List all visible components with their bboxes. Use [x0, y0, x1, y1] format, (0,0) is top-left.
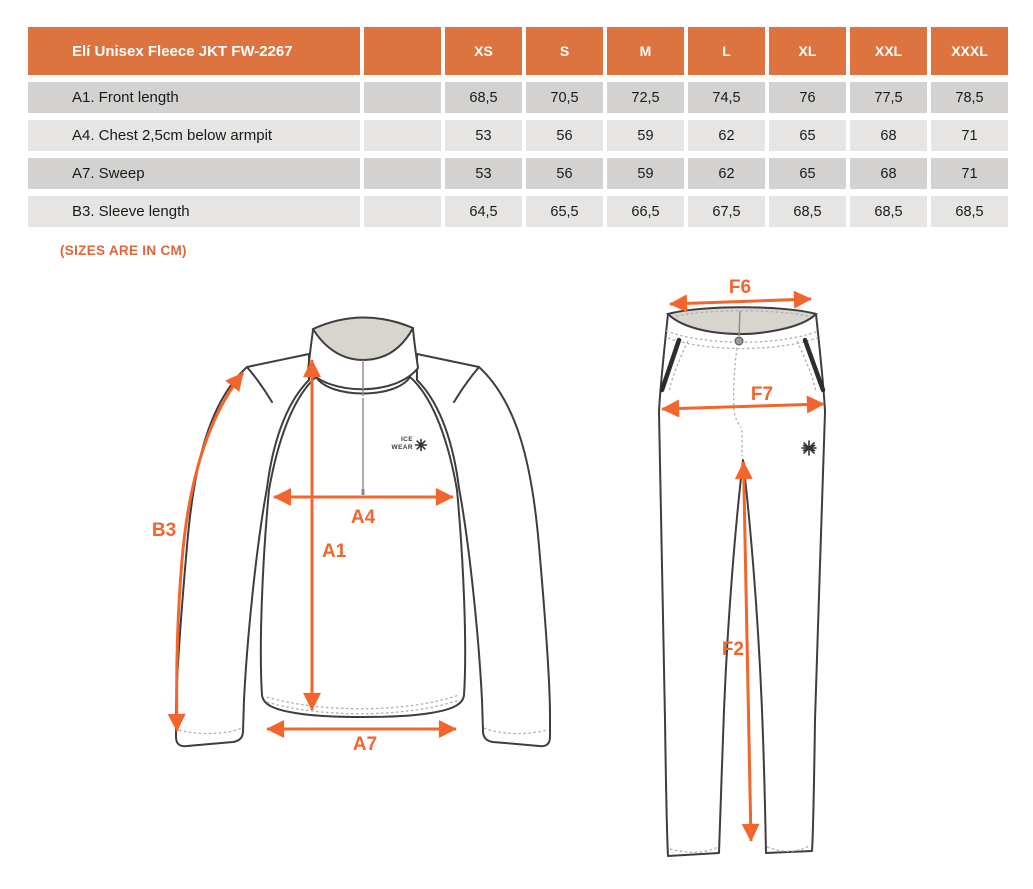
- size-col-header-xxxl: XXXL: [931, 27, 1008, 75]
- label-f2: F2: [721, 639, 744, 660]
- row-label-sleeve-length: B3. Sleeve length: [28, 196, 360, 227]
- size-value: 76: [769, 82, 846, 113]
- size-value: 72,5: [607, 82, 684, 113]
- label-f6: F6: [728, 277, 752, 298]
- table-title: Elí Unisex Fleece JKT FW-2267: [28, 27, 360, 75]
- size-value: 68,5: [769, 196, 846, 227]
- label-a7: A7: [352, 734, 378, 755]
- sizes-unit-note: (SIZES ARE IN CM): [60, 243, 187, 258]
- size-value: 67,5: [688, 196, 765, 227]
- size-value: 59: [607, 158, 684, 189]
- label-b3: B3: [151, 520, 177, 541]
- size-value: 64,5: [445, 196, 522, 227]
- size-col-header-xl: XL: [769, 27, 846, 75]
- size-col-header-xxl: XXL: [850, 27, 927, 75]
- pants-snowflake-icon: [802, 441, 816, 455]
- size-value: 62: [688, 120, 765, 151]
- size-value: 65: [769, 120, 846, 151]
- size-value: 71: [931, 120, 1008, 151]
- front-rise-line: [739, 311, 740, 336]
- size-value: 68: [850, 120, 927, 151]
- size-value: 74,5: [688, 82, 765, 113]
- row-label-sweep: A7. Sweep: [28, 158, 360, 189]
- label-a1: A1: [322, 541, 347, 562]
- size-value: 53: [445, 120, 522, 151]
- size-value: 56: [526, 120, 603, 151]
- size-value: 53: [445, 158, 522, 189]
- pants-outline: [659, 308, 825, 856]
- row-label-front-length: A1. Front length: [28, 82, 360, 113]
- size-value: 56: [526, 158, 603, 189]
- label-f7: F7: [750, 384, 774, 405]
- size-col-header-xs: XS: [445, 27, 522, 75]
- size-value: 62: [688, 158, 765, 189]
- size-value: 65,5: [526, 196, 603, 227]
- pants-diagram: [659, 277, 825, 856]
- size-col-header-l: L: [688, 27, 765, 75]
- size-col-header-s: S: [526, 27, 603, 75]
- jacket-diagram: [152, 318, 550, 755]
- logo-text-line2: WEAR: [391, 444, 413, 451]
- size-value: 66,5: [607, 196, 684, 227]
- size-col-header-m: M: [607, 27, 684, 75]
- label-a4: A4: [350, 507, 376, 528]
- size-value: 71: [931, 158, 1008, 189]
- arrow-f6: [670, 299, 811, 304]
- size-value: 68,5: [931, 196, 1008, 227]
- row-label-chest: A4. Chest 2,5cm below armpit: [28, 120, 360, 151]
- waist-button: [735, 337, 743, 345]
- size-value: 68: [850, 158, 927, 189]
- logo-snowflake-icon: [416, 440, 427, 451]
- size-value: 70,5: [526, 82, 603, 113]
- logo-text-line1: ICE: [400, 436, 413, 443]
- size-value: 78,5: [931, 82, 1008, 113]
- size-value: 59: [607, 120, 684, 151]
- size-value: 68,5: [850, 196, 927, 227]
- size-value: 65: [769, 158, 846, 189]
- size-value: 68,5: [445, 82, 522, 113]
- size-value: 77,5: [850, 82, 927, 113]
